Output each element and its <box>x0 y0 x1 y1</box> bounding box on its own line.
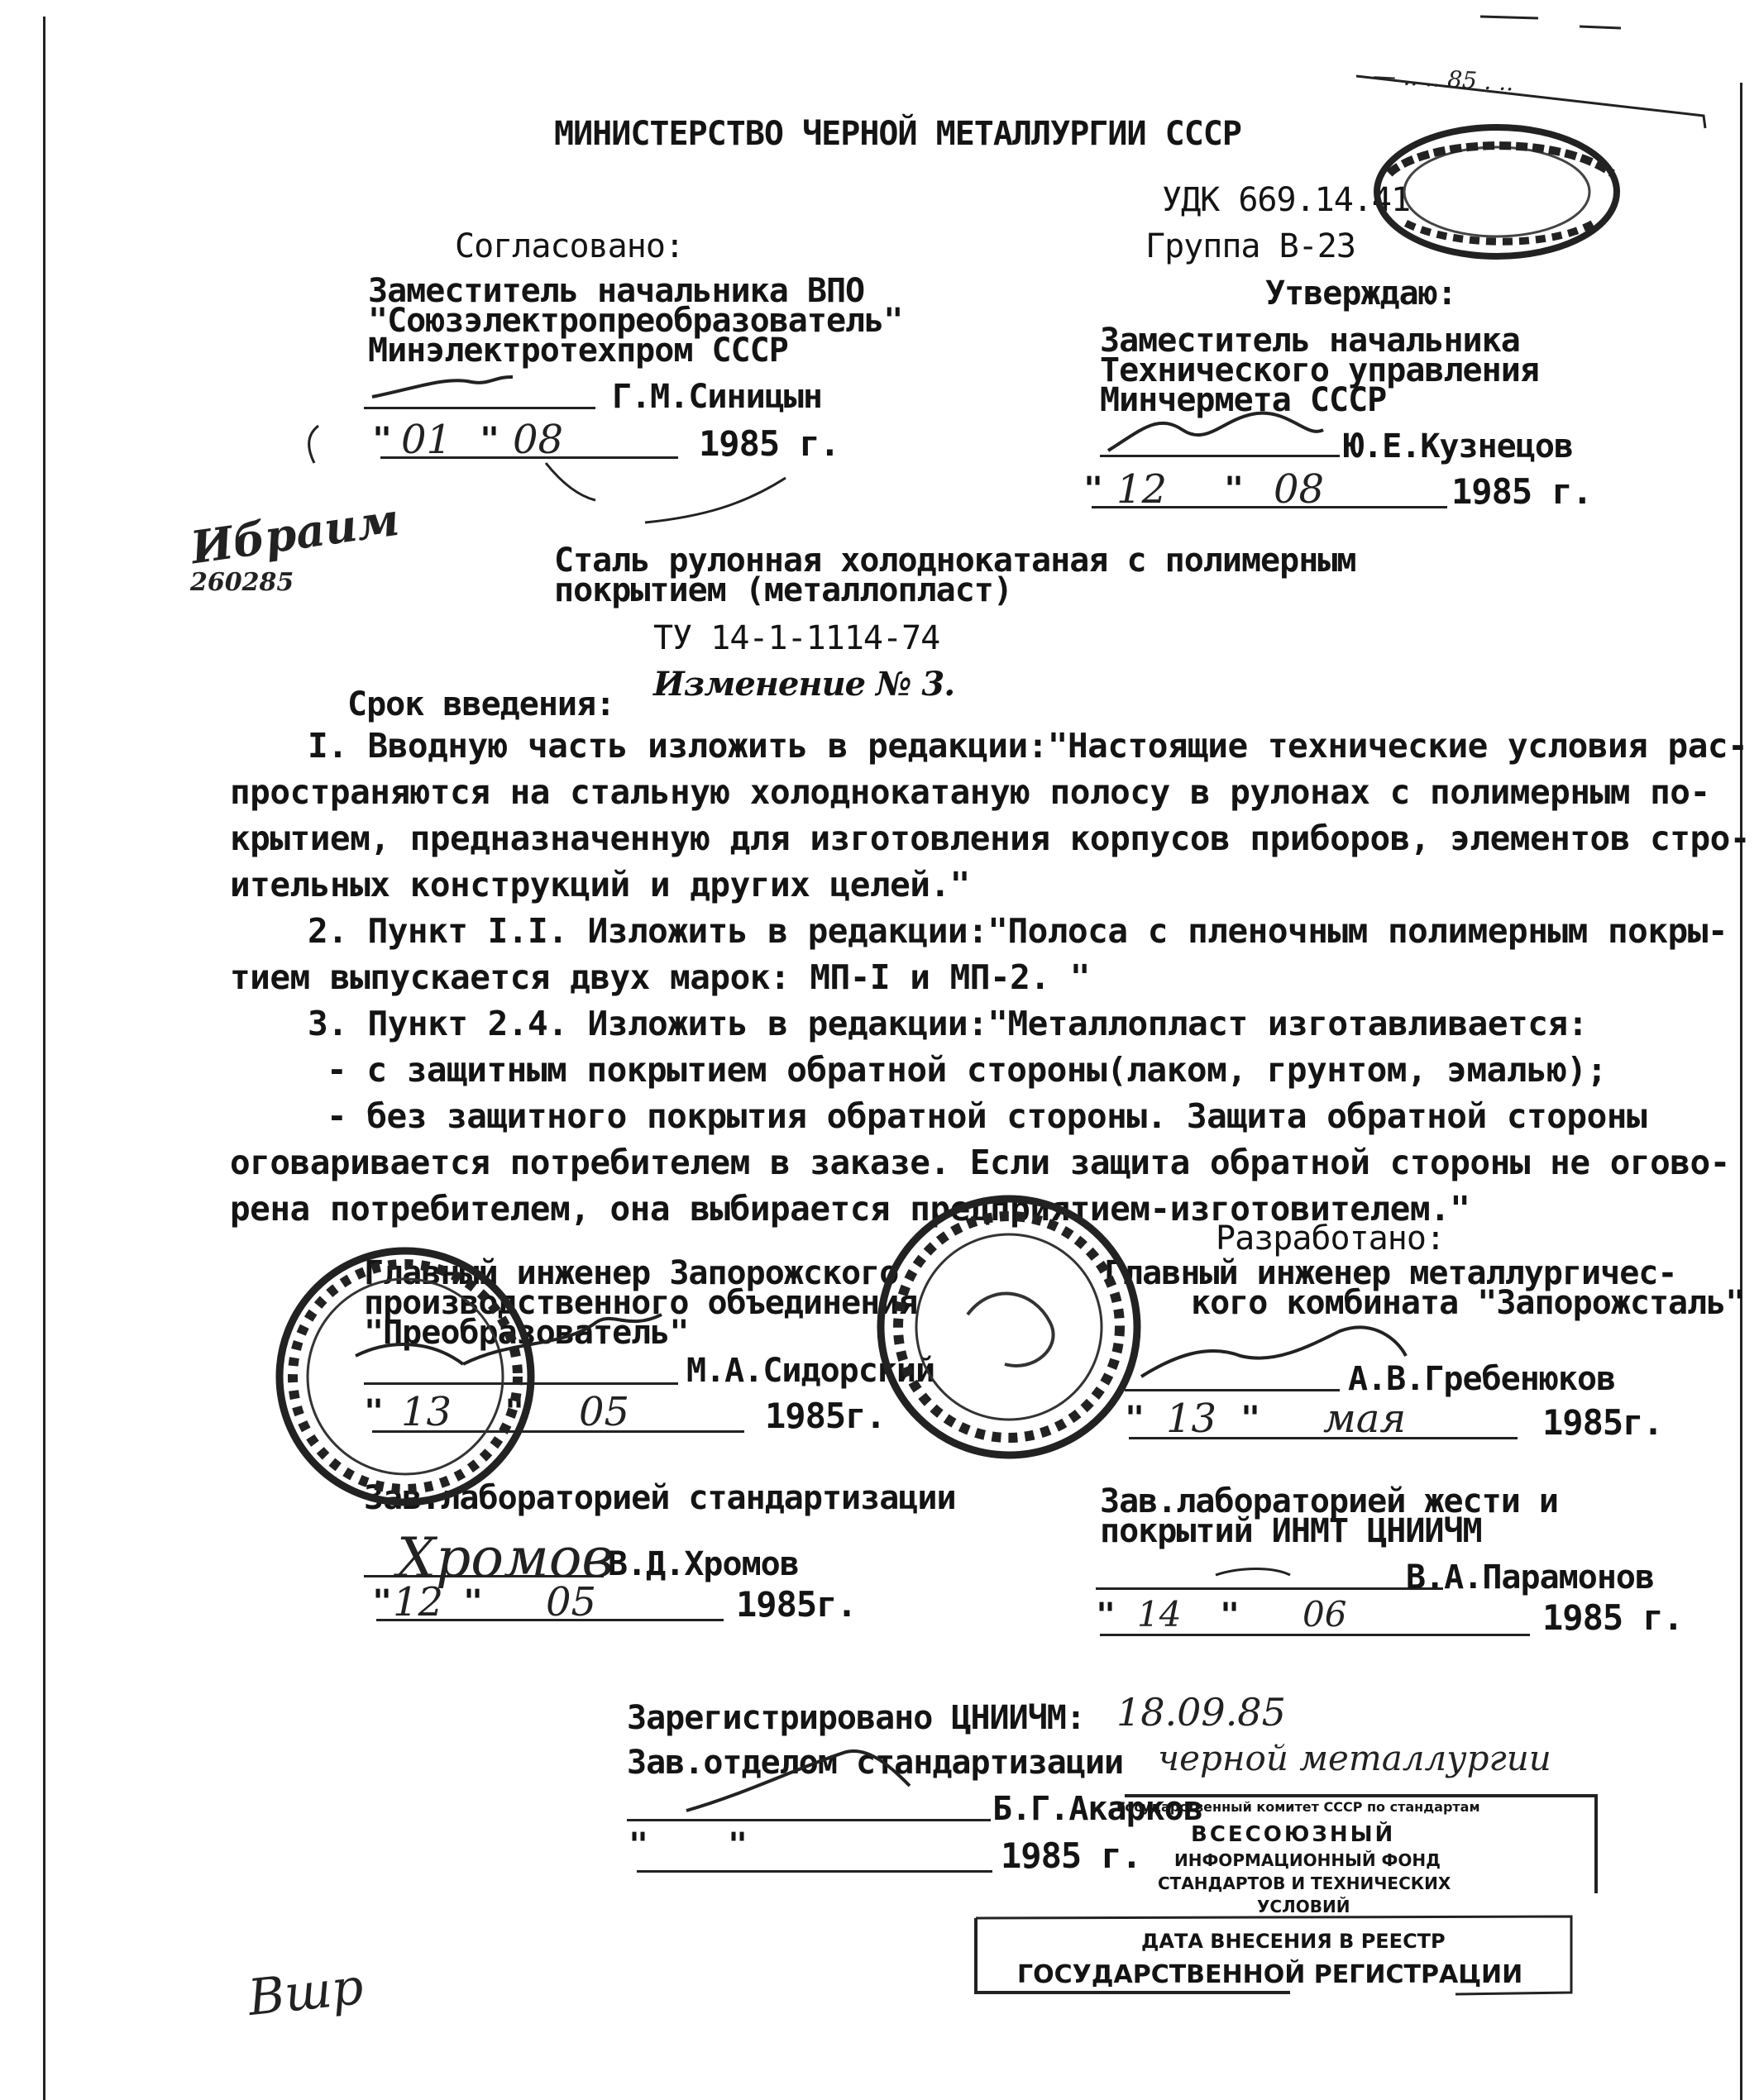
dev-left-signer: М.А.Сидорский <box>686 1352 935 1390</box>
dev-left-line2: производственного объединения <box>364 1284 918 1322</box>
signature-paramonov <box>1216 1569 1290 1576</box>
date-month: 05 <box>546 1579 597 1625</box>
stamp-box-frame <box>976 1916 1571 1994</box>
udk-code: УДК 669.14.41 <box>1162 181 1411 219</box>
signature-grebenyukov <box>1141 1327 1406 1377</box>
date-quote-close: " <box>504 1393 524 1431</box>
stamp-line-2: ВСЕСОЮЗНЫЙ <box>1191 1822 1396 1847</box>
top-scribble-line <box>1580 26 1621 28</box>
body-line-7: 3. Пункт 2.4. Изложить в редакции:"Металлопласт изготавливается: <box>308 1004 1588 1043</box>
stamp-line-7: ГОСУДАРСТВЕННОЙ РЕГИСТРАЦИИ <box>1017 1960 1523 1989</box>
date-month: мая <box>1323 1396 1407 1442</box>
right-approval-line2: Технического управления <box>1100 351 1539 389</box>
lab-left-line1: Зав.лабораторией стандартизации <box>364 1479 956 1517</box>
date-month: 05 <box>579 1389 630 1435</box>
right-approval-line3: Минчермета СССР <box>1100 381 1387 419</box>
date-year: 1985 г. <box>1001 1835 1142 1876</box>
corner-mark: — .. .. 85 . .. <box>1372 61 1515 97</box>
body-line-2: пространяются на стальную холоднокатаную полосу в рулонах с полимерным по- <box>230 772 1710 812</box>
dev-right-line1: Главный инженер металлургичес- <box>1104 1254 1677 1292</box>
stamp-line-4: СТАНДАРТОВ И ТЕХНИЧЕСКИХ <box>1158 1873 1451 1893</box>
registered-date: 18.09.85 <box>1116 1690 1286 1735</box>
dev-left-line3: "Преобразователь" <box>364 1314 689 1352</box>
right-approval-title: Утверждаю: <box>1265 274 1456 313</box>
left-approval-title: Согласовано: <box>455 227 684 265</box>
date-quote-open: " <box>364 1393 384 1431</box>
body-line-6: тием выпускается двух марок: МП-I и МП-2. " <box>230 957 1090 997</box>
date-quote-close: " <box>1224 470 1244 508</box>
date-quote-close: " <box>728 1826 748 1864</box>
stamp-line-6: ДАТА ВНЕСЕНИЯ В РЕЕСТР <box>1141 1930 1446 1953</box>
date-year: 1985 г. <box>1542 1597 1684 1638</box>
signature-sinitsyn <box>372 377 513 397</box>
body-line-3: крытием, предназначенную для изготовления корпусов приборов, элементов стро- <box>230 819 1750 858</box>
bottom-initials: Вшр <box>245 1957 366 2028</box>
date-quote-open: " <box>1096 1596 1116 1635</box>
seal-left-inner-mark <box>356 1344 463 1364</box>
registered-label: Зарегистрировано ЦНИИЧМ: <box>627 1699 1085 1737</box>
lab-left-signer: В.Д.Хромов <box>608 1545 799 1583</box>
developed-title: Разработано: <box>1216 1219 1445 1258</box>
registration-head-hand: черной металлургии <box>1158 1738 1551 1778</box>
stamp-line-3: ИНФОРМАЦИОННЫЙ ФОНД <box>1174 1850 1441 1870</box>
left-signer: Г.М.Синицын <box>612 378 822 416</box>
right-approval-line1: Заместитель начальника <box>1100 322 1520 360</box>
dev-right-line2: кого комбината "Запорожсталь" <box>1191 1284 1745 1322</box>
round-seal-left-text <box>293 1264 518 1489</box>
signature-stroke <box>309 426 318 463</box>
date-day: 12 <box>393 1579 444 1625</box>
date-quote-open: " <box>372 1583 392 1621</box>
date-quote-close: " <box>1220 1596 1240 1635</box>
doc-change: Изменение № 3. <box>653 665 955 704</box>
round-seal-center-text <box>898 1216 1120 1438</box>
stamp-line-1: Государственный комитет СССР по стандартам <box>1116 1799 1480 1815</box>
left-approval-line2: "Союзэлектропреобразователь" <box>368 302 903 340</box>
date-quote-open: " <box>1083 470 1103 508</box>
stamp-box-frame <box>976 1918 1290 1993</box>
date-quote-open: " <box>1125 1400 1145 1438</box>
oval-stamp-inner <box>1404 147 1589 236</box>
body-line-1: I. Вводную часть изложить в редакции:"Настоящие технические условия рас- <box>308 726 1748 766</box>
date-year: 1985г. <box>736 1584 857 1625</box>
body-line-5: 2. Пункт I.I. Изложить в редакции:"Полоса с пленочным полимерным покры- <box>308 911 1728 951</box>
left-approval-line3: Минэлектротехпром СССР <box>368 332 788 370</box>
round-seal-left-inner <box>308 1279 503 1474</box>
signature-stroke <box>546 463 595 500</box>
date-month: 08 <box>1274 466 1325 513</box>
date-year: 1985г. <box>765 1396 886 1436</box>
stamp-box-frame <box>1125 1796 1596 1893</box>
group-code: Группа В-23 <box>1145 227 1355 265</box>
signature-akarkov <box>686 1751 910 1811</box>
stamp-line-5: УСЛОВИЙ <box>1257 1897 1350 1916</box>
body-line-10: оговаривается потребителем в заказе. Если защита обратной стороны не огово- <box>230 1143 1730 1182</box>
date-quote-close: " <box>480 421 499 459</box>
date-month: 08 <box>513 417 564 463</box>
round-seal-center <box>881 1199 1137 1455</box>
top-scribble-line <box>1480 17 1538 18</box>
date-day: 13 <box>401 1389 452 1435</box>
doc-title-line1: Сталь рулонная холоднокатаная с полимерным <box>554 542 1356 580</box>
date-day: 12 <box>1116 466 1168 513</box>
corner-mark-underline <box>1356 76 1705 128</box>
signature-stroke <box>645 478 786 523</box>
dev-left-line1: Главный инженер Запорожского <box>364 1254 899 1292</box>
date-day: 13 <box>1166 1396 1217 1442</box>
doc-tu: ТУ 14-1-1114-74 <box>653 619 940 657</box>
oval-stamp-text-arc <box>1389 146 1613 174</box>
date-month: 06 <box>1303 1594 1347 1635</box>
signature-kuznetsov <box>1108 413 1323 451</box>
body-line-9: - без защитного покрытия обратной стороны. Защита обратной стороны <box>327 1096 1647 1136</box>
right-signer: Ю.Е.Кузнецов <box>1344 427 1573 465</box>
doc-title-line2: покрытием (металлопласт) <box>554 571 1012 609</box>
ministry-title: МИНИСТЕРСТВО ЧЕРНОЙ МЕТАЛЛУРГИИ СССР <box>554 115 1241 153</box>
round-seal-left <box>280 1251 531 1502</box>
doc-term: Срок введения: <box>347 685 615 723</box>
date-quote-close: " <box>1240 1400 1260 1438</box>
dev-right-signer: А.В.Гребенюков <box>1348 1360 1616 1398</box>
date-day: 01 <box>401 417 452 463</box>
lab-right-signer: В.А.Парамонов <box>1406 1558 1655 1596</box>
body-line-8: - с защитным покрытием обратной стороны(лаком, грунтом, эмалью); <box>327 1050 1607 1090</box>
registration-head-label: Зав.отделом стандартизации <box>627 1744 1124 1782</box>
seal-center-emblem <box>968 1294 1054 1366</box>
date-quote-close: " <box>463 1583 483 1621</box>
date-quote-open: " <box>372 421 392 459</box>
signature-sidorsky <box>463 1315 662 1364</box>
lab-left-handsign: Хромов <box>397 1526 614 1590</box>
round-seal-center-inner <box>916 1234 1102 1420</box>
date-day: 14 <box>1137 1594 1182 1635</box>
body-line-4: ительных конструкций и других целей." <box>230 865 970 904</box>
date-year: 1985 г. <box>1451 471 1593 512</box>
date-year: 1985г. <box>1542 1402 1663 1443</box>
lab-right-line2: покрытий ИНМТ ЦНИИЧМ <box>1100 1512 1482 1550</box>
left-approval-line1: Заместитель начальника ВПО <box>368 272 865 310</box>
body-line-11: рена потребителем, она выбирается предприятием-изготовителем." <box>230 1189 1470 1229</box>
registration-signer: Б.Г.Акарков <box>992 1790 1202 1828</box>
date-quote-open: " <box>629 1826 648 1864</box>
lab-right-line1: Зав.лабораторией жести и <box>1100 1482 1558 1520</box>
date-year: 1985 г. <box>699 423 840 464</box>
